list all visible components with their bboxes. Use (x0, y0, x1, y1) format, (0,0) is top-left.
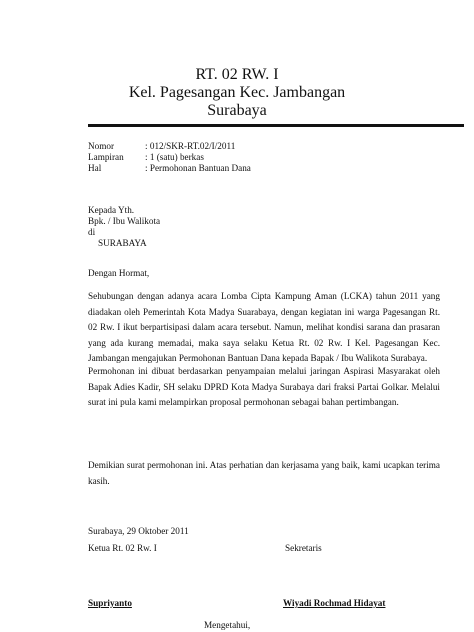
letterhead-city: Surabaya (207, 102, 267, 119)
letterhead-rt-rw: RT. 02 RW. I (195, 66, 279, 83)
signatory-name-sekretaris: Wiyadi Rochmad Hidayat (283, 598, 386, 608)
body-paragraph-3: Demikian surat permohonan ini. Atas perhatian dan kerjasama yang baik, kami ucapkan terima kasih. (88, 460, 440, 486)
letter-date: Surabaya, 29 Oktober 2011 (88, 526, 189, 536)
recipient-name: Bpk. / Ibu Walikota (88, 216, 161, 226)
meta-row-hal (88, 163, 251, 174)
meta-label: Lampiran (88, 152, 124, 162)
letterhead (0, 66, 474, 120)
meta-value: : Permohonan Bantuan Dana (145, 163, 251, 173)
letterhead-kelurahan: Kel. Pagesangan Kec. Jambangan (128, 84, 346, 101)
body-paragraph-1: Sehubungan dengan adanya acara Lomba Cipta Kampung Aman (LCKA) tahun 2011 yang diadakan oleh Pemerintah Kota Madya Suarabaya, dengan kegiatan ini warga Pagesangan Rt. 02 Rw. I ikut berpartisipasi dalam acara tersebut. Namun, melihat kondisi sarana dan prasaran yang ada kurang memadai, maka saya selaku Ketua Rt. 02 Rw. I Kel. Pagesangan Kec. Jambangan mengajukan Permohonan Bantuan Dana kepada Bapak / Ibu Walikota Surabaya. (88, 291, 440, 363)
meta-label: Hal (88, 163, 102, 173)
acknowledgement-label: Mengetahui, (204, 620, 251, 630)
meta-value: : 012/SKR-RT.02/I/2011 (145, 141, 236, 151)
meta-row-nomor (88, 141, 251, 152)
recipient-address (88, 205, 160, 249)
signatory-title-sekretaris: Sekretaris (285, 543, 322, 553)
meta-value: : 1 (satu) berkas (145, 152, 204, 162)
letterhead-divider (88, 124, 464, 127)
recipient-salutation: Kepada Yth. (88, 205, 135, 215)
recipient-di: di (88, 227, 96, 237)
greeting: Dengan Hormat, (88, 268, 150, 278)
signatory-name-ketua: Supriyanto (88, 598, 132, 608)
recipient-city: SURABAYA (98, 238, 147, 248)
meta-label: Nomor (88, 141, 115, 151)
letter-meta (88, 141, 251, 174)
meta-row-lampiran (88, 152, 251, 163)
body-paragraph-2: Permohonan ini dibuat berdasarkan penyampaian melalui jaringan Aspirasi Masyarakat oleh Bapak Adies Kadir, SH selaku DPRD Kota Madya Surabaya dari fraksi Partai Golkar. Melalui surat ini pula kami melampirkan proposal permohonan sebagai bahan pertimbangan. (88, 366, 440, 407)
signatory-title-ketua: Ketua Rt. 02 Rw. I (88, 543, 157, 553)
